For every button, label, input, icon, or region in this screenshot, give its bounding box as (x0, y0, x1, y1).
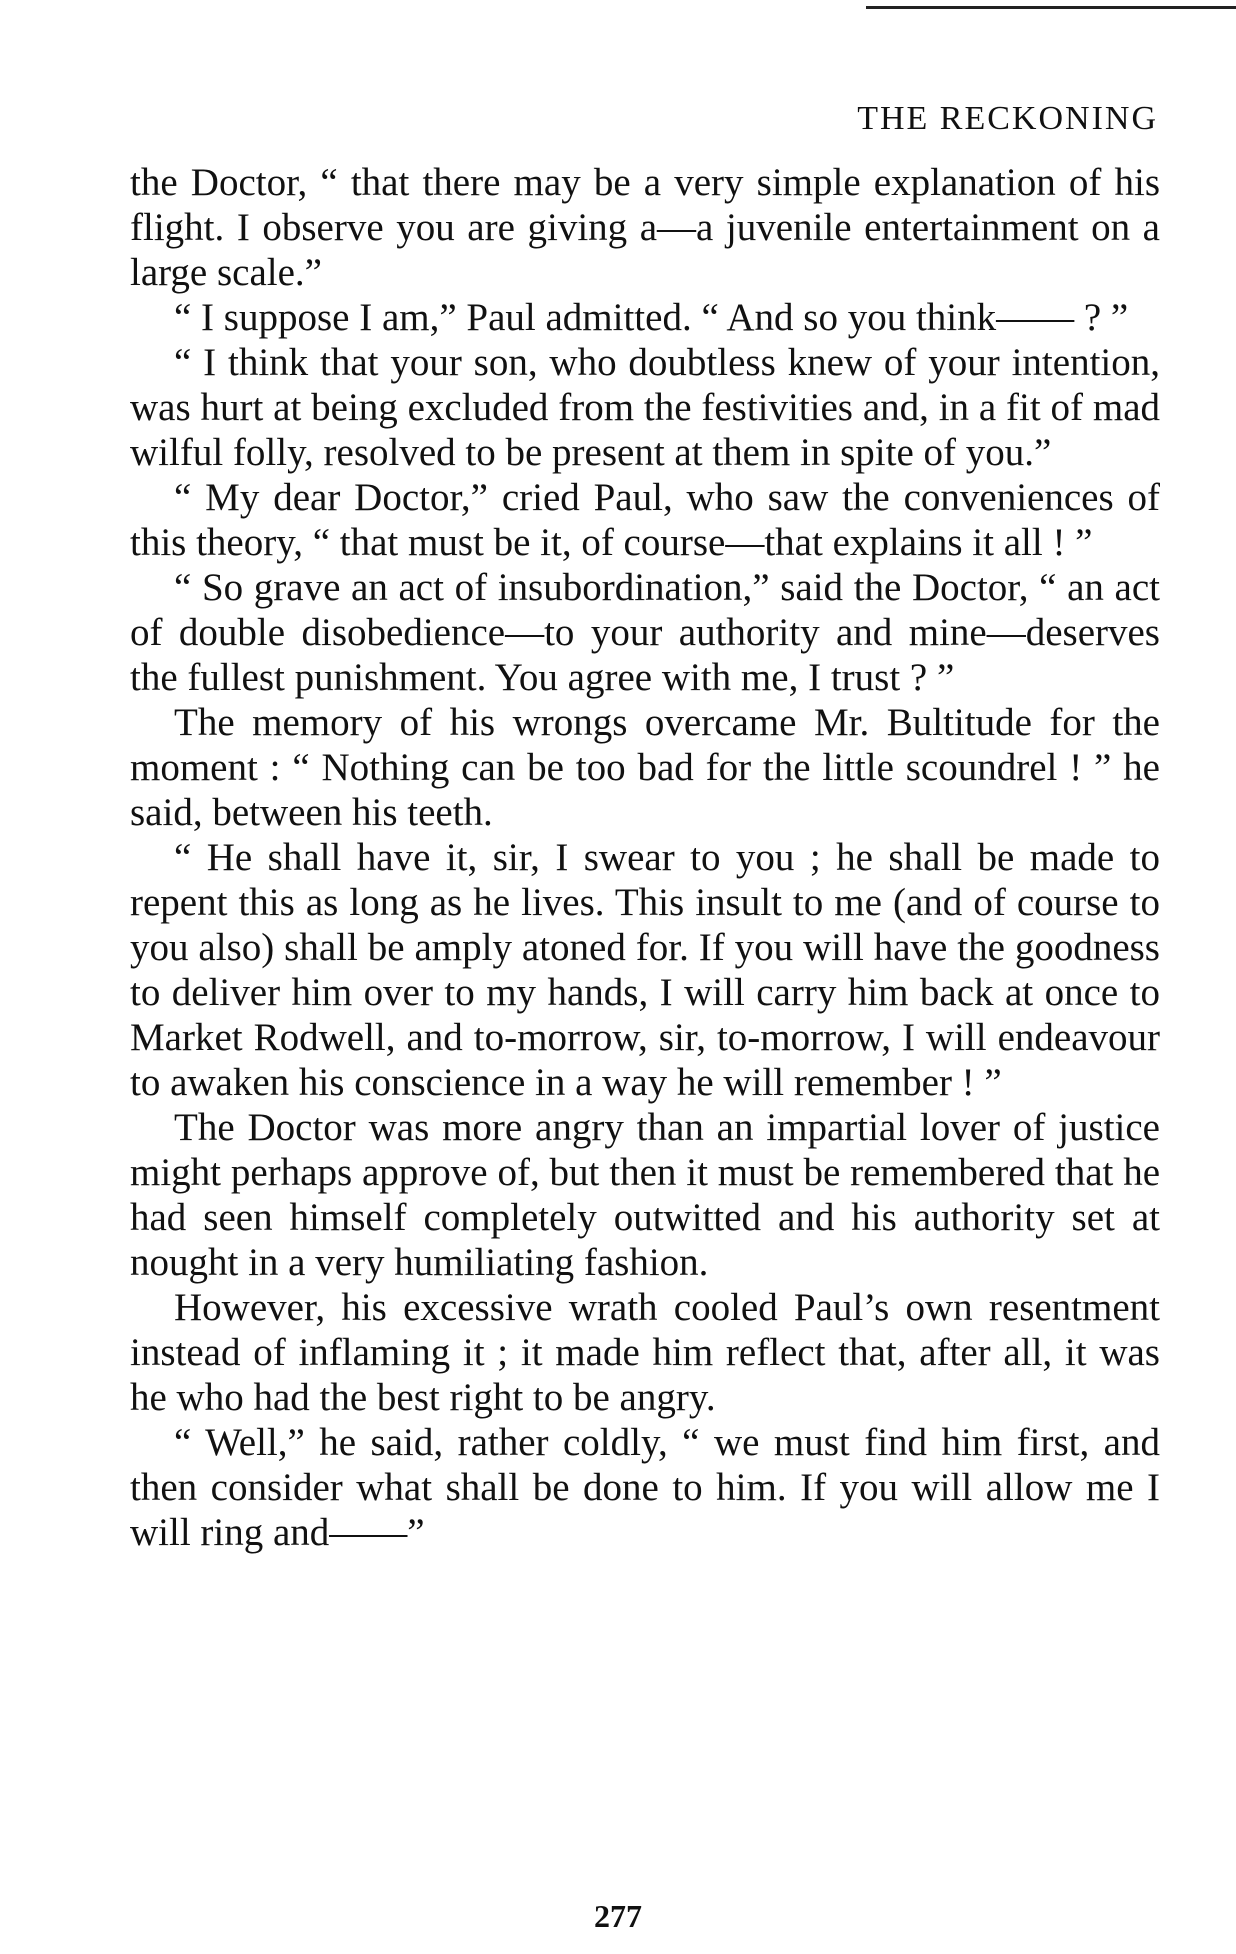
top-rule (866, 6, 1236, 9)
paragraph-2: “ I suppose I am,” Paul admitted. “ And so you think—— ? ” (174, 296, 1129, 339)
paragraph-8: The Doctor was more angry than an impartial lover of justice might perhaps approve of, but then it must be remembered that he had seen himself completely outwitted and his authority set at nought in a very humiliating fashion. (130, 1106, 1160, 1284)
page-number: 277 (594, 1898, 642, 1934)
paragraph-10: “ Well,” he said, rather coldly, “ we must find him first, and then consider what shall be done to him. If you will allow me I will ring and——” (130, 1421, 1160, 1554)
paragraph-3: “ I think that your son, who doubtless knew of your intention, was hurt at being excluded from the festivities and, in a fit of mad wilful folly, resolved to be present at them in spite of you.” (130, 341, 1160, 474)
running-head: THE RECKONING (857, 100, 1158, 137)
paragraph-5: “ So grave an act of insubordination,” said the Doctor, “ an act of double disobedience—to your authority and mine—deserves the fullest punishment. You agree with me, I trust ? ” (130, 566, 1160, 699)
paragraph-1: the Doctor, “ that there may be a very simple explanation of his flight. I observe you are giving a—a juvenile entertainment on a large scale.” (130, 161, 1160, 294)
paragraph-9: However, his excessive wrath cooled Paul’s own resentment instead of inflaming it ; it made him reflect that, after all, it was he who had the best right to be angry. (130, 1286, 1160, 1419)
paragraph-6: The memory of his wrongs overcame Mr. Bultitude for the moment : “ Nothing can be too bad for the little scoundrel ! ” he said, between his teeth. (130, 701, 1160, 834)
paragraph-7: “ He shall have it, sir, I swear to you ; he shall be made to repent this as long as he lives. This insult to me (and of course to you also) shall be amply atoned for. If you will have the goodness to deliver him over to my hands, I will carry him back at once to Market Rodwell, and to-morrow, sir, to-morrow, I will endeavour to awaken his conscience in a way he will remember ! ” (130, 836, 1160, 1104)
page-body (130, 160, 1160, 1555)
paragraph-4: “ My dear Doctor,” cried Paul, who saw the conveniences of this theory, “ that must be it, of course—that explains it all ! ” (130, 476, 1160, 564)
